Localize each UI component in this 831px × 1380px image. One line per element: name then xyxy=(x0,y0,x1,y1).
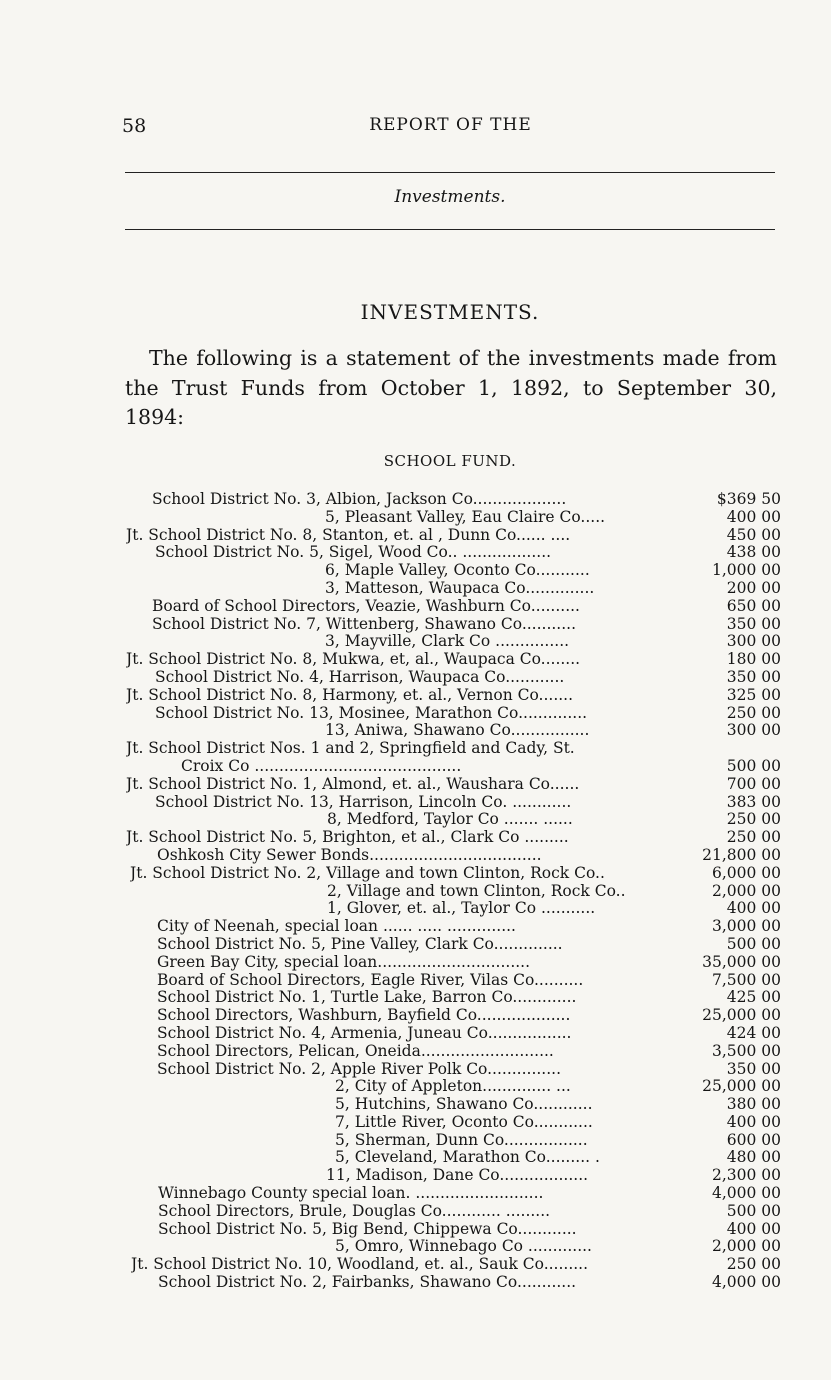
list-item xyxy=(0,1149,831,1167)
list-item xyxy=(0,1078,831,1096)
entry-amount: 2,000 00 xyxy=(711,1237,781,1256)
entry-description: 3, Mayville, Clark Co ............... xyxy=(325,633,570,651)
entry-amount: 250 00 xyxy=(726,703,781,722)
list-item xyxy=(0,758,831,776)
list-item xyxy=(0,1025,831,1043)
entry-description: Board of School Directors, Veazie, Washburn Co.......... xyxy=(152,597,580,615)
entry-amount: 400 00 xyxy=(726,507,781,526)
entry-description: School District No. 4, Armenia, Juneau Co................. xyxy=(157,1024,572,1042)
list-item xyxy=(0,1061,831,1079)
entry-description: School District No. 13, Harrison, Lincoln Co. ............ xyxy=(155,793,572,811)
entry-amount: 3,500 00 xyxy=(711,1041,781,1060)
entry-description: 3, Matteson, Waupaca Co.............. xyxy=(325,579,595,597)
entry-description: School District No. 2, Fairbanks, Shawano Co............ xyxy=(158,1274,577,1292)
section-heading: Investments. xyxy=(394,187,506,207)
entry-description: School Directors, Brule, Douglas Co............ ......... xyxy=(158,1202,551,1220)
entry-amount: 4,000 00 xyxy=(711,1273,781,1292)
list-item xyxy=(0,722,831,740)
list-item xyxy=(0,847,831,865)
entry-amount: 700 00 xyxy=(726,774,781,793)
entry-description: School District No. 5, Big Bend, Chippewa Co............ xyxy=(158,1220,577,1238)
entry-description: School District No. 4, Harrison, Waupaca Co............ xyxy=(155,668,565,686)
entry-amount: 500 00 xyxy=(726,756,781,775)
entry-amount: 250 00 xyxy=(726,810,781,829)
entry-description: School District No. 5, Sigel, Wood Co.. .................. xyxy=(155,544,552,562)
entry-amount: 300 00 xyxy=(726,721,781,740)
entry-description: Jt. School District No. 8, Mukwa, et, al., Waupaca Co........ xyxy=(126,651,581,669)
entry-description: 1, Glover, et. al., Taylor Co ........... xyxy=(327,900,596,918)
list-item xyxy=(0,616,831,634)
list-item xyxy=(0,687,831,705)
fund-title: SCHOOL FUND. xyxy=(383,452,517,470)
entry-amount: 300 00 xyxy=(726,632,781,651)
entry-description: Jt. School District Nos. 1 and 2, Springfield and Cady, St. xyxy=(126,740,575,758)
entry-amount: 400 00 xyxy=(726,1219,781,1238)
entry-amount: 438 00 xyxy=(726,543,781,562)
entry-amount: 480 00 xyxy=(726,1148,781,1167)
entry-amount: 350 00 xyxy=(726,614,781,633)
entry-description: 5, Hutchins, Shawano Co............ xyxy=(335,1096,593,1114)
entry-description: 5, Pleasant Valley, Eau Claire Co..... xyxy=(325,508,606,526)
entry-description: 6, Maple Valley, Oconto Co........... xyxy=(325,562,590,580)
entry-description: Jt. School District No. 5, Brighton, et al., Clark Co ......... xyxy=(126,829,569,847)
entry-description: School District No. 3, Albion, Jackson Co................... xyxy=(152,491,567,508)
entry-amount: 424 00 xyxy=(726,1023,781,1042)
list-item xyxy=(0,1132,831,1150)
list-item xyxy=(0,740,831,758)
entry-amount: 380 00 xyxy=(726,1095,781,1114)
entry-amount: 400 00 xyxy=(726,1112,781,1131)
list-item xyxy=(0,794,831,812)
entry-description: Jt. School District No. 1, Almond, et. al., Waushara Co...... xyxy=(126,775,580,793)
list-item xyxy=(0,562,831,580)
list-item xyxy=(0,1114,831,1132)
entry-amount: 6,000 00 xyxy=(711,863,781,882)
list-item xyxy=(0,989,831,1007)
entry-description: 8, Medford, Taylor Co ....... ...... xyxy=(327,811,573,829)
list-item xyxy=(0,811,831,829)
list-item xyxy=(0,829,831,847)
list-item xyxy=(0,776,831,794)
list-item xyxy=(0,527,831,545)
entry-description: School District No. 2, Apple River Polk Co............... xyxy=(157,1060,562,1078)
entry-amount: 25,000 00 xyxy=(702,1006,781,1025)
list-item xyxy=(0,1256,831,1274)
page-title: INVESTMENTS. xyxy=(360,300,540,324)
entry-amount: 500 00 xyxy=(726,934,781,953)
entry-description: School District No. 1, Turtle Lake, Barron Co............. xyxy=(157,989,577,1007)
intro-paragraph: The following is a statement of the investments made from the Trust Funds from October 1, 1892, to September 30, 1894: xyxy=(125,346,777,429)
page-number: 58 xyxy=(122,115,147,137)
entry-description: Green Bay City, special loan............................... xyxy=(157,953,531,971)
entry-description: Oshkosh City Sewer Bonds................................... xyxy=(157,846,542,864)
list-item xyxy=(0,651,831,669)
list-item xyxy=(0,936,831,954)
entry-amount: 400 00 xyxy=(726,899,781,918)
entry-amount: 25,000 00 xyxy=(702,1077,781,1096)
list-item xyxy=(0,954,831,972)
entry-amount: 1,000 00 xyxy=(711,561,781,580)
entry-description: Jt. School District No. 2, Village and town Clinton, Rock Co.. xyxy=(130,864,605,882)
entry-amount: 250 00 xyxy=(726,828,781,847)
list-item xyxy=(0,1096,831,1114)
list-item xyxy=(0,865,831,883)
entry-amount: 3,000 00 xyxy=(711,917,781,936)
entry-description: Jt. School District No. 8, Harmony, et. al., Vernon Co....... xyxy=(126,686,574,704)
entry-amount: 450 00 xyxy=(726,525,781,544)
entry-description: Croix Co .......................................... xyxy=(181,757,462,775)
entry-amount: 350 00 xyxy=(726,667,781,686)
list-item xyxy=(0,972,831,990)
entry-description: Jt. School District No. 10, Woodland, et. al., Sauk Co......... xyxy=(131,1256,589,1274)
list-item xyxy=(0,1167,831,1185)
list-item xyxy=(0,669,831,687)
list-item xyxy=(0,1185,831,1203)
entry-amount: 383 00 xyxy=(726,792,781,811)
entry-description: 5, Cleveland, Marathon Co......... . xyxy=(335,1149,600,1167)
entry-description: School District No. 5, Pine Valley, Clark Co.............. xyxy=(157,935,563,953)
list-item xyxy=(0,918,831,936)
entry-amount: 21,800 00 xyxy=(702,845,781,864)
list-item xyxy=(0,1007,831,1025)
entry-description: 2, Village and town Clinton, Rock Co.. xyxy=(327,882,626,900)
entry-description: Jt. School District No. 8, Stanton, et. al , Dunn Co...... .... xyxy=(126,526,571,544)
list-item xyxy=(0,883,831,901)
list-item xyxy=(0,1238,831,1256)
entry-amount: 4,000 00 xyxy=(711,1184,781,1203)
entry-amount: $369 50 xyxy=(716,490,781,508)
entry-description: 5, Sherman, Dunn Co................. xyxy=(335,1131,588,1149)
entry-amount: 2,300 00 xyxy=(711,1166,781,1185)
list-item xyxy=(0,705,831,723)
entry-description: 7, Little River, Oconto Co............ xyxy=(335,1113,593,1131)
entry-amount: 600 00 xyxy=(726,1130,781,1149)
entry-description: Winnebago County special loan. .......................... xyxy=(158,1185,544,1203)
entry-description: School Directors, Washburn, Bayfield Co................... xyxy=(157,1007,571,1025)
entry-amount: 650 00 xyxy=(726,596,781,615)
entry-description: City of Neenah, special loan ...... ..... .............. xyxy=(157,918,516,936)
list-item xyxy=(0,509,831,527)
list-item xyxy=(0,1274,831,1292)
entry-description: 5, Omro, Winnebago Co ............. xyxy=(335,1238,592,1256)
entry-amount: 425 00 xyxy=(726,988,781,1007)
header-rule-bottom xyxy=(125,229,775,230)
entry-description: 11, Madison, Dane Co.................. xyxy=(326,1167,589,1185)
entry-amount: 325 00 xyxy=(726,685,781,704)
entry-description: Board of School Directors, Eagle River, Vilas Co.......... xyxy=(157,971,584,989)
list-item xyxy=(0,633,831,651)
entry-amount: 2,000 00 xyxy=(711,881,781,900)
list-item xyxy=(0,1221,831,1239)
header-rule-top xyxy=(125,172,775,173)
entry-amount: 35,000 00 xyxy=(702,952,781,971)
investment-list xyxy=(0,491,831,1292)
list-item xyxy=(0,491,831,509)
running-head: REPORT OF THE xyxy=(369,115,532,135)
list-item xyxy=(0,1203,831,1221)
entry-amount: 500 00 xyxy=(726,1201,781,1220)
list-item xyxy=(0,900,831,918)
entry-description: School District No. 7, Wittenberg, Shawano Co........... xyxy=(152,615,577,633)
list-item xyxy=(0,544,831,562)
entry-description: School District No. 13, Mosinee, Marathon Co.............. xyxy=(155,704,588,722)
entry-amount: 7,500 00 xyxy=(711,970,781,989)
entry-amount: 250 00 xyxy=(726,1255,781,1274)
list-item xyxy=(0,598,831,616)
list-item xyxy=(0,580,831,598)
entry-description: 13, Aniwa, Shawano Co................ xyxy=(325,722,590,740)
list-item xyxy=(0,1043,831,1061)
entry-amount: 200 00 xyxy=(726,578,781,597)
entry-description: School Directors, Pelican, Oneida........................... xyxy=(157,1042,554,1060)
entry-amount: 180 00 xyxy=(726,650,781,669)
entry-description: 2, City of Appleton.............. ... xyxy=(335,1078,571,1096)
entry-amount: 350 00 xyxy=(726,1059,781,1078)
